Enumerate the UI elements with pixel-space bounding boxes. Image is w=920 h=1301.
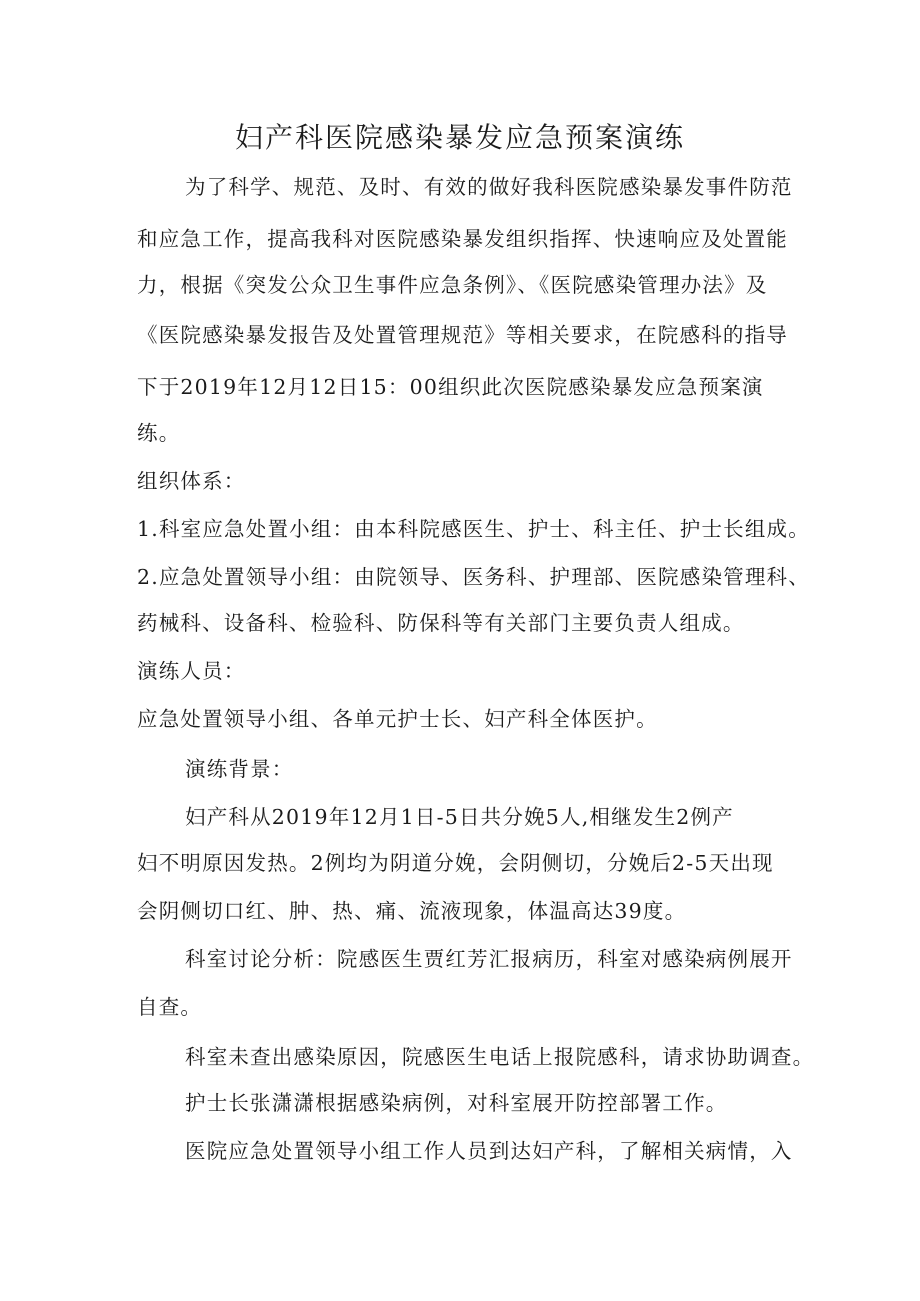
section-heading: 演练人员： (137, 659, 246, 683)
paragraph-line: 妇产科从2019年12月1日-5日共分娩5人,相继发生2例产 (185, 805, 734, 829)
paragraph-line: 练。 (137, 421, 181, 445)
paragraph-line: 科室未查出感染原因，院感医生电话上报院感科，请求协助调查。 (185, 1045, 815, 1069)
paragraph-line: 自查。 (137, 995, 203, 1019)
list-item: 2.应急处置领导小组：由院领导、医务科、护理部、医院感染管理科、 (137, 565, 810, 589)
paragraph-line: 力，根据《突发公众卫生事件应急条例》、《医院感染管理办法》及 (137, 273, 768, 297)
paragraph-line: 妇不明原因发热。2例均为阴道分娩，会阴侧切，分娩后2-5天出现 (137, 851, 774, 875)
paragraph-line: 护士长张潇潇根据感染病例，对科室展开防控部署工作。 (185, 1091, 728, 1115)
paragraph-line: 和应急工作，提高我科对医院感染暴发组织指挥、快速响应及处置能 (137, 227, 788, 251)
paragraph-line: 医院应急处置领导小组工作人员到达妇产科，了解相关病情，入 (185, 1139, 793, 1163)
paragraph-line: 应急处置领导小组、各单元护士长、妇产科全体医护。 (137, 707, 658, 731)
document-title: 妇产科医院感染暴发应急预案演练 (234, 121, 685, 154)
paragraph-line: 科室讨论分析：院感医生贾红芳汇报病历，科室对感染病例展开 (185, 947, 793, 971)
section-heading: 组织体系： (137, 469, 246, 493)
list-item: 1.科室应急处置小组：由本科院感医生、护士、科主任、护士长组成。 (137, 517, 810, 541)
paragraph-line: 为了科学、规范、及时、有效的做好我科医院感染暴发事件防范 (185, 175, 793, 199)
section-heading: 演练背景： (185, 757, 294, 781)
list-item-continuation: 药械科、设备科、检验科、防保科等有关部门主要负责人组成。 (137, 611, 745, 635)
paragraph-line: 下于2019年12月12日15：00组织此次医院感染暴发应急预案演 (137, 375, 764, 399)
paragraph-line: 《医院感染暴发报告及处置管理规范》等相关要求，在院感科的指导 (137, 323, 788, 347)
paragraph-line: 会阴侧切口红、肿、热、痛、流液现象，体温高达39度。 (137, 899, 687, 923)
